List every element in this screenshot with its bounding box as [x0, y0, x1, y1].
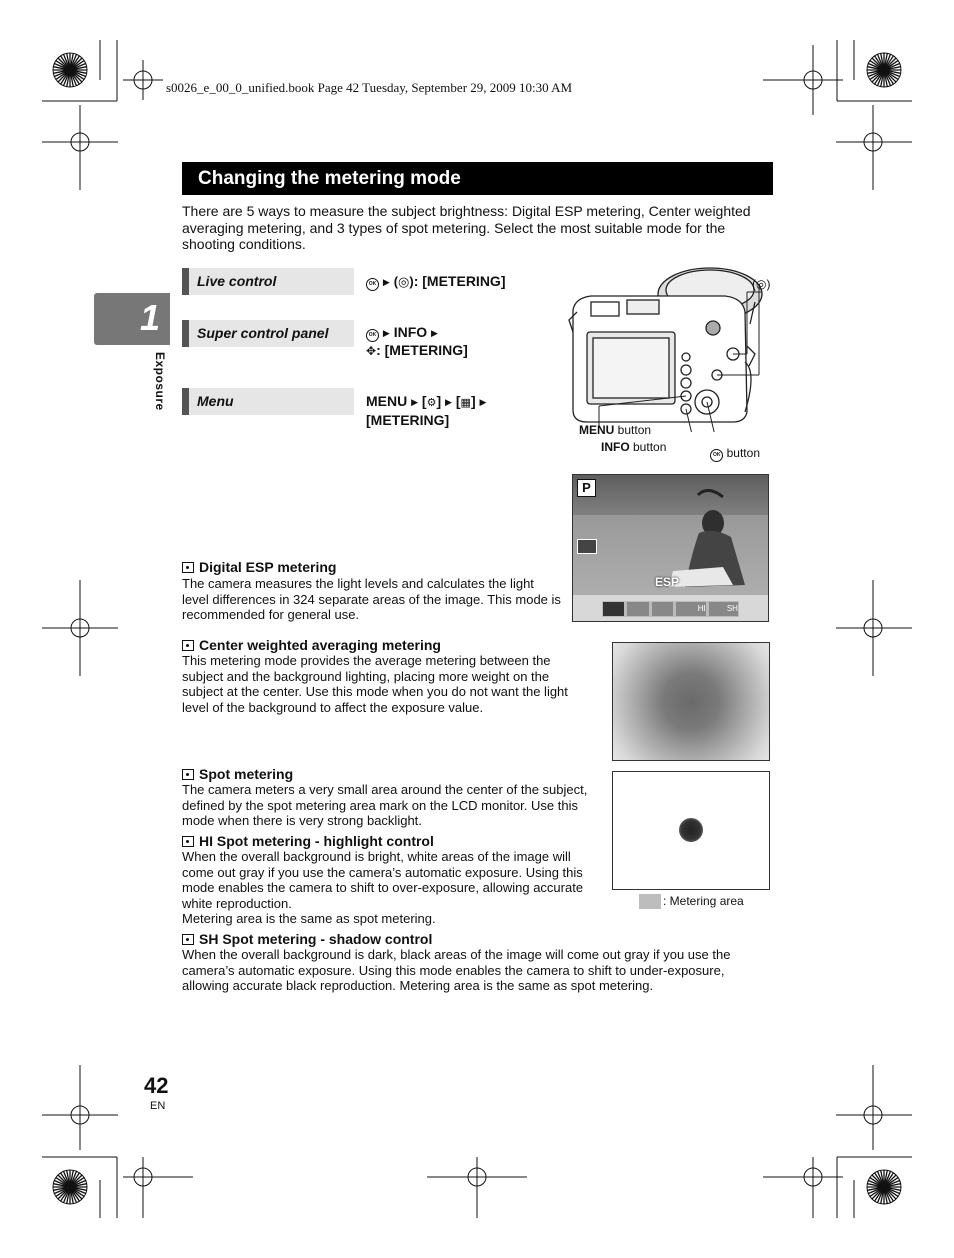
hi-body: When the overall background is bright, white areas of the image will come out gray if you use the camera’s automatic exposure. Using this mode enables the camera to shift to over-exposure, allowing accurate white reproduction.: [182, 849, 584, 911]
intro-text: There are 5 ways to measure the subject brightness: Digital ESP metering, Center weighted averaging metering, and 3 types of spot metering. Select the most suitable mode for the shooting conditions.: [182, 203, 751, 252]
method-live-control: Live control: [182, 268, 354, 295]
hi-note: Metering area is the same as spot metering.: [182, 911, 436, 926]
page-number: 42: [144, 1073, 169, 1098]
sh-title: SH Spot metering - shadow control: [182, 931, 432, 947]
center-metering-icon: [182, 640, 194, 651]
metering-area-swatch: [639, 894, 661, 909]
info-button-label: INFO button: [601, 440, 667, 454]
ok-icon: OK: [366, 329, 379, 342]
info-op-text: INFO: [393, 324, 428, 340]
live-control-op-text: : [METERING]: [413, 273, 506, 289]
metering-icon-strip: [602, 601, 739, 617]
esp-title: Digital ESP metering: [182, 559, 336, 575]
spot-sh-metering-icon: [182, 934, 194, 945]
method-super-control-panel: Super control panel: [182, 320, 354, 347]
spot-diagram: [612, 771, 770, 890]
metering-dial-icon: (◎): [393, 274, 414, 289]
ok-button-label: OK button: [700, 446, 760, 462]
page-language: EN: [150, 1100, 166, 1112]
arrow-right-icon: ▶: [382, 277, 390, 287]
spot-icon: [652, 602, 673, 616]
spot-hi-icon: HI: [676, 602, 705, 616]
arrow-right-icon: ▶: [431, 328, 438, 338]
arrow-right-icon: ▶: [382, 328, 390, 338]
file-slug: s0026_e_00_0_unified.book Page 42 Tuesday, September 29, 2009 10:30 AM: [166, 80, 573, 95]
esp-indicator-icon: [577, 539, 597, 554]
esp-icon: [603, 602, 624, 616]
super-control-op-text: : [METERING]: [376, 342, 468, 358]
exposure-menu-icon: ▦: [460, 397, 471, 409]
arrow-right-icon: ▶: [411, 397, 419, 407]
spot-metering-icon: [182, 769, 194, 780]
menu-op-text-2: [METERING]: [366, 412, 450, 428]
arrow-right-icon: ▶: [445, 397, 452, 407]
spot-title: Spot metering: [182, 766, 293, 782]
custom-menu-icon: ⚙: [426, 397, 437, 409]
page-title: Changing the metering mode: [182, 162, 773, 195]
spot-hi-metering-icon: [182, 836, 194, 847]
spot-area: [679, 818, 703, 842]
menu-op-text: MENU: [366, 393, 408, 409]
hi-title: HI Spot metering - highlight control: [182, 833, 434, 849]
spot-sh-icon: SH: [709, 602, 738, 616]
esp-metering-icon: [182, 562, 194, 573]
chapter-label: Exposure: [153, 352, 167, 411]
spot-body: The camera meters a very small area around the center of the subject, defined by the spot metering area mark on the LCD monitor. Use this mode when there is very strong backlight.: [182, 782, 588, 828]
dpad-icon: ✥: [366, 344, 377, 358]
ok-icon: OK: [366, 278, 379, 291]
center-icon: [627, 602, 648, 616]
ok-icon: OK: [710, 449, 723, 462]
chapter-number: 1: [140, 297, 161, 338]
sh-body: When the overall background is dark, black areas of the image will come out gray if you use the camera’s automatic exposure. Using this mode enables the camera to shift to under-exposure, allowing accurate black reproduction. Metering area is the same as spot metering.: [182, 947, 731, 993]
lcd-screen: [572, 474, 769, 622]
menu-operation: MENU ▶ [⚙] ▶ [▦] ▶ [METERING]: [366, 393, 487, 428]
center-weighted-diagram: [612, 642, 770, 761]
super-control-operation: [366, 324, 468, 360]
arrow-right-icon: ▶: [479, 397, 487, 407]
camera-illustration: [565, 262, 775, 432]
menu-button-label: MENU button: [579, 423, 652, 437]
center-body: This metering mode provides the average metering between the subject and the background lighting, placing more weight on the subject at the center. Use this mode when you do not want the light level of the background to affect the exposure value.: [182, 653, 568, 715]
center-title: Center weighted averaging metering: [182, 637, 441, 653]
metering-area-legend: : Metering area: [663, 894, 744, 908]
mode-indicator: P: [577, 479, 596, 497]
esp-body: The camera measures the light levels and calculates the light level differences in 324 separate areas of the image. This mode is recommended for general use.: [182, 576, 561, 622]
method-menu: Menu: [182, 388, 354, 415]
esp-label: ESP: [655, 575, 680, 589]
live-control-operation: [366, 273, 505, 291]
metering-dial-callout-icon: (◎): [752, 277, 771, 291]
